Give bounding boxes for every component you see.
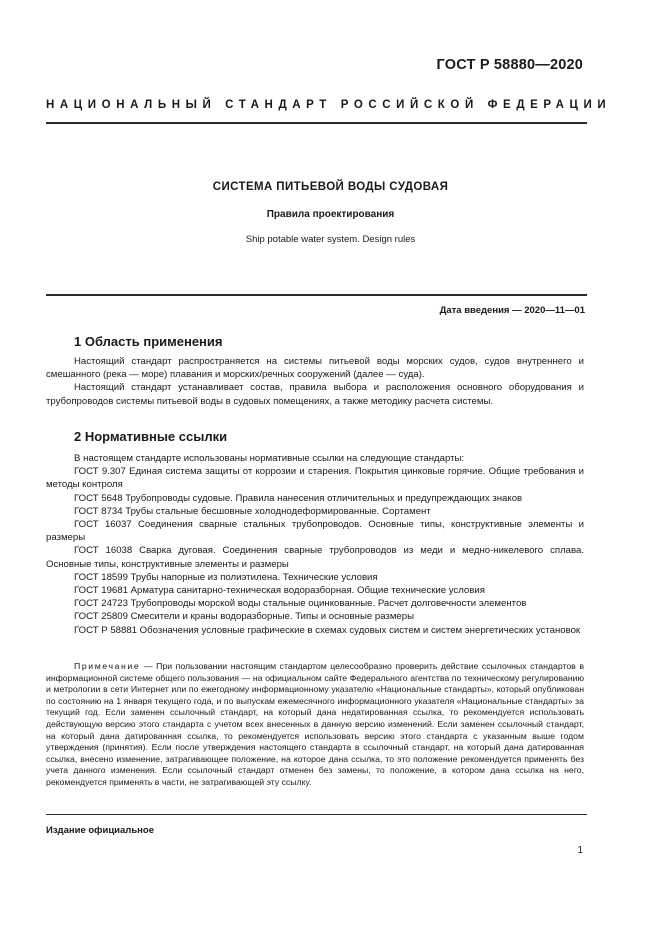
reference-item: ГОСТ 25809 Смесители и краны водоразборные. Типы и основные размеры <box>74 611 414 623</box>
bottom-rule <box>46 814 587 815</box>
reference-item: ГОСТ 19681 Арматура санитарно-техническая водоразборная. Общие технические условия <box>74 585 485 597</box>
page-number: 1 <box>577 845 583 856</box>
section-2-heading: 2 Нормативные ссылки <box>74 429 228 444</box>
section-1-heading: 1 Область применения <box>74 334 223 349</box>
section-1-paragraph: Настоящий стандарт устанавливает состав, правила выбора и расположения основного оборудования и трубопроводов системы питьевой воды в судовых помещениях, а также методику расчета системы. <box>46 382 584 407</box>
reference-item: ГОСТ Р 58881 Обозначения условные графические в схемах судовых систем и систем энергетических установок <box>74 624 581 636</box>
section-2-body <box>46 452 584 637</box>
introduction-date: Дата введения — 2020—11—01 <box>439 305 585 316</box>
section-1-paragraph: Настоящий стандарт распространяется на системы питьевой воды морских судов, судов внутреннего и смешанного (река — море) плавания и морских/речных сооружений (далее — суда). <box>46 356 584 381</box>
reference-item: ГОСТ 16038 Сварка дуговая. Соединения сварные трубопроводов из меди и медно-никелевого сплава. Основные типы, конструктивные элементы и размеры <box>46 545 584 570</box>
standard-code: ГОСТ Р 58880—2020 <box>436 57 583 73</box>
reference-item: ГОСТ 24723 Трубопроводы морской воды стальные оцинкованные. Расчет долговечности элементов <box>74 598 527 610</box>
references-intro: В настоящем стандарте использованы нормативные ссылки на следующие стандарты: <box>74 453 465 464</box>
note-paragraph <box>46 661 584 789</box>
reference-item: ГОСТ 5648 Трубопроводы судовые. Правила нанесения отличительных и предупреждающих знаков <box>74 492 523 504</box>
english-title: Ship potable water system. Design rules <box>245 234 416 245</box>
document-subtitle: Правила проектирования <box>266 209 395 220</box>
note-label: Примечание <box>74 661 141 671</box>
reference-item: ГОСТ 8734 Трубы стальные бесшовные холоднодеформированные. Сортамент <box>74 505 431 517</box>
reference-item: ГОСТ 16037 Соединения сварные стальных трубопроводов. Основные типы, конструктивные элементы и размеры <box>46 519 584 544</box>
national-standard-banner: НАЦИОНАЛЬНЫЙ СТАНДАРТ РОССИЙСКОЙ ФЕДЕРАЦИИ <box>46 99 612 111</box>
section-1-body <box>46 355 584 408</box>
middle-rule <box>46 294 587 296</box>
top-rule <box>46 122 587 124</box>
document-title: СИСТЕМА ПИТЬЕВОЙ ВОДЫ СУДОВАЯ <box>212 181 449 193</box>
reference-item: ГОСТ 9.307 Единая система защиты от коррозии и старения. Покрытия цинковые горячие. Общие требования и методы контроля <box>46 466 584 491</box>
note-text: — При пользовании настоящим стандартом целесообразно проверить действие ссылочных стандартов в информационной системе общего пользования — на официальном сайте Федерального агентства по техническому регулированию и метрологии в сети Интернет или по ежегодному информационному указателю «Национальные стандарты», который опубликован по состоянию на 1 января текущего года, и по выпускам ежемесячного информационного указателя «Национальные стандарты» за текущий год. Если заменен ссылочный стандарт, на который дана недатированная ссылка, то рекомендуется использовать действующую версию этого стандарта с учетом всех внесенных в данную версию изменений. Если заменен ссылочный стандарт, на который дана датированная ссылка, то рекомендуется использовать версию этого стандарта с указанным выше годом утверждения (принятия). Если после утверждения настоящего стандарта в ссылочный стандарт, на который дана датированная ссылка, внесено изменение, затрагивающее положение, на которое дана ссылка, то это положение рекомендуется применять без учета данного изменения. Если ссылочный стандарт отменен без замены, то положение, в котором дана ссылка на него, рекомендуется применять в части, не затрагивающей эту ссылку. <box>46 661 584 787</box>
official-edition-label: Издание официальное <box>46 825 154 836</box>
references-note <box>46 661 584 789</box>
reference-item: ГОСТ 18599 Трубы напорные из полиэтилена. Технические условия <box>74 571 378 583</box>
